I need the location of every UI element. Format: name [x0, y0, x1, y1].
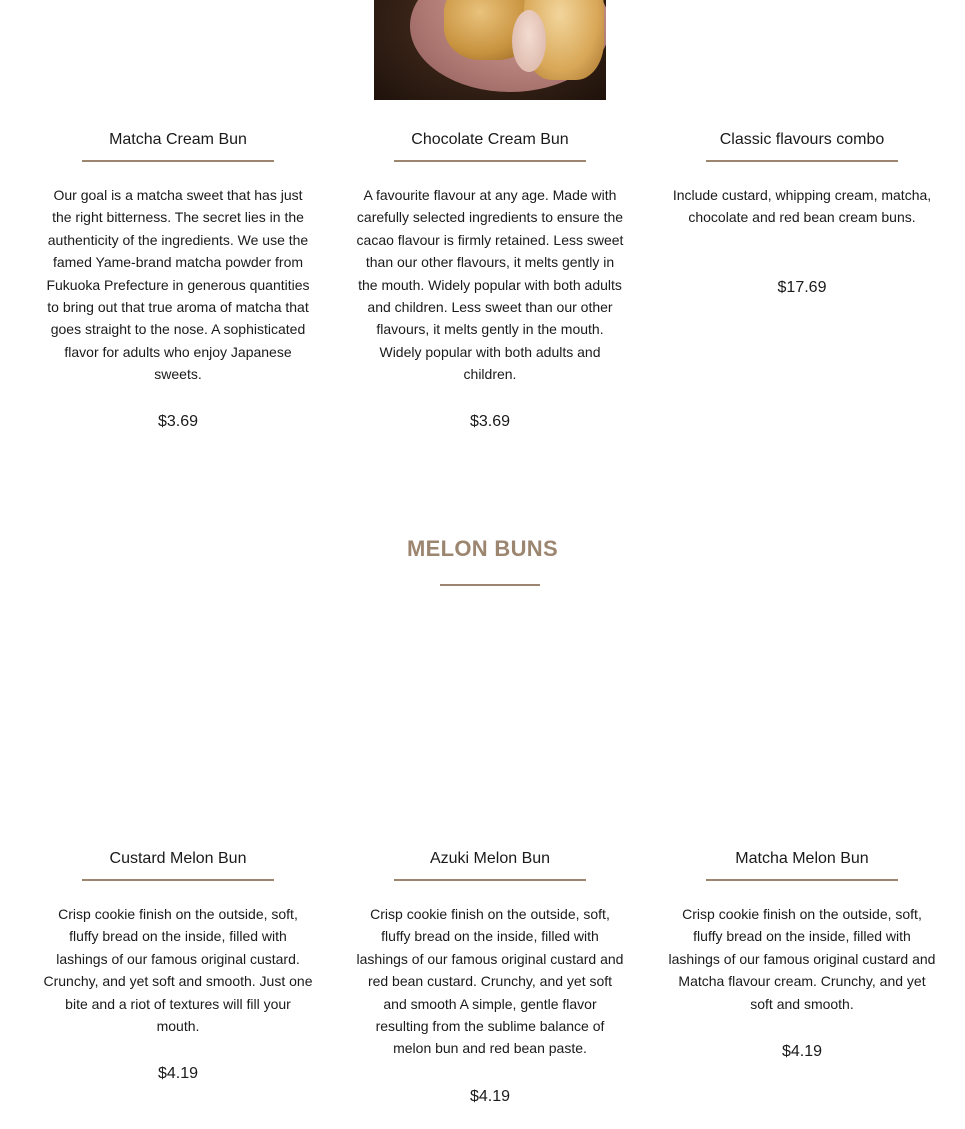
cream-filling-shape	[512, 10, 546, 72]
product-price: $17.69	[777, 279, 827, 296]
product-description: Crisp cookie finish on the outside, soft, fluffy bread on the inside, filled with lashings of our famous original custard and Matcha flavour cream. Crunchy, and yet soft and smooth.	[668, 906, 936, 1012]
product-price: $4.19	[469, 1088, 511, 1105]
divider	[394, 879, 586, 881]
product-description: Crisp cookie finish on the outside, soft, fluffy bread on the inside, filled with lashings of our famous original custard and red bean custard. Crunchy, and yet soft and smooth A simple, gentle flavor resulting from the sublime balance of melon bun and red bean paste.	[356, 906, 624, 1057]
product-name[interactable]: Matcha Melon Bun	[735, 850, 869, 867]
product-price: $4.19	[781, 1043, 823, 1060]
product-description: Crisp cookie finish on the outside, soft, fluffy bread on the inside, filled with lashings of our famous original custard. Crunchy, and yet soft and smooth. Just one bite and a riot of textures will fill your mouth.	[43, 906, 313, 1035]
divider	[706, 160, 898, 162]
product-name[interactable]: Matcha Cream Bun	[109, 131, 247, 148]
product-description: A favourite flavour at any age. Made with carefully selected ingredients to ensure the cacao flavour is firmly retained. Less sweet than our other flavours, it melts gently in the mouth. Widely popular with both adults and children. Less sweet than our other flavours, it melts gently in the mouth. Widely popular with both adults and children.	[356, 187, 624, 383]
product-description: Include custard, whipping cream, matcha, chocolate and red bean cream buns.	[672, 187, 932, 226]
product-name[interactable]: Chocolate Cream Bun	[411, 131, 569, 148]
divider	[82, 160, 274, 162]
product-description: Our goal is a matcha sweet that has just the right bitterness. The secret lies in the authenticity of the ingredients. We use the famed Yame-brand matcha powder from Fukuoka Prefecture in generous quantities to bring out that true aroma of matcha that goes straight to the nose. A sophisticated flavor for adults who enjoy Japanese sweets.	[46, 187, 310, 383]
product-price: $3.69	[469, 413, 511, 430]
product-price: $3.69	[157, 413, 199, 430]
product-price: $4.19	[157, 1065, 199, 1082]
section-divider	[440, 584, 540, 586]
divider	[706, 879, 898, 881]
divider	[394, 160, 586, 162]
product-name[interactable]: Azuki Melon Bun	[429, 850, 551, 867]
product-name[interactable]: Classic flavours combo	[719, 131, 885, 148]
product-name[interactable]: Custard Melon Bun	[109, 850, 247, 867]
divider	[82, 879, 274, 881]
chocolate-cream-bun-image[interactable]	[374, 0, 606, 100]
section-title-melon-buns: MELON BUNS	[407, 536, 558, 561]
